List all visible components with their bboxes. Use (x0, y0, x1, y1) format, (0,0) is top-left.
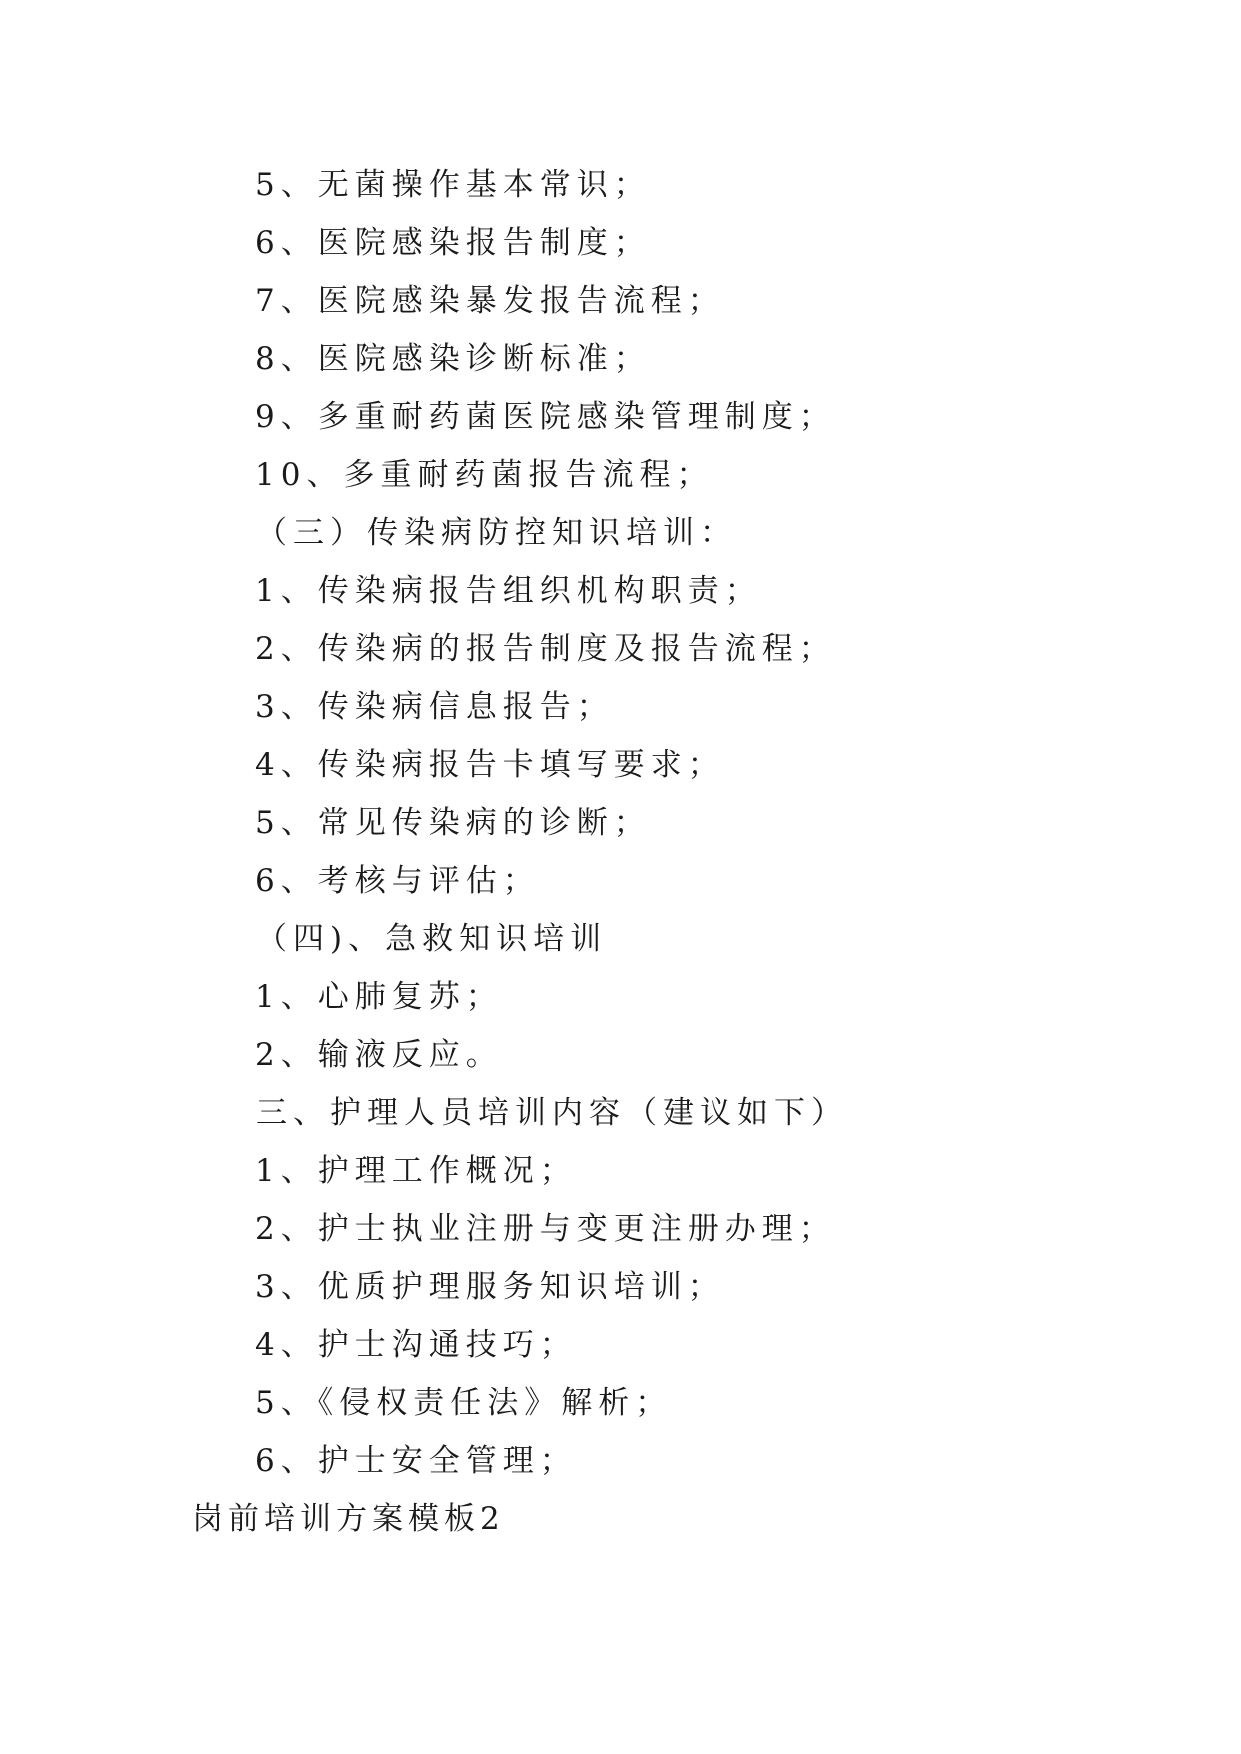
document-title: 岗前培训方案模板2 (192, 1501, 505, 1537)
section-heading: （四)、急救知识培训 (256, 921, 608, 957)
list-item: 3、优质护理服务知识培训； (255, 1269, 725, 1305)
list-item: 1、传染病报告组织机构职责； (255, 573, 762, 609)
list-item: 5、无菌操作基本常识； (255, 167, 651, 203)
list-item: 5、《侵权责任法》解析； (255, 1385, 673, 1421)
section-heading: （三）传染病防控知识培训： (256, 515, 737, 551)
list-item: 4、传染病报告卡填写要求； (255, 747, 725, 783)
list-item: 6、医院感染报告制度； (255, 225, 651, 261)
list-item: 6、考核与评估； (255, 863, 540, 899)
list-item: 2、传染病的报告制度及报告流程； (255, 631, 836, 667)
section-heading: 三、护理人员培训内容（建议如下） (256, 1095, 848, 1131)
list-item: 9、多重耐药菌医院感染管理制度； (255, 399, 836, 435)
list-item: 7、医院感染暴发报告流程； (255, 283, 725, 319)
list-item: 1、心肺复苏； (255, 979, 503, 1015)
list-item: 4、护士沟通技巧； (255, 1327, 577, 1363)
list-item: 2、护士执业注册与变更注册办理； (255, 1211, 836, 1247)
list-item: 6、护士安全管理； (255, 1443, 577, 1479)
list-item: 1、护理工作概况； (255, 1153, 577, 1189)
list-item: 5、常见传染病的诊断； (255, 805, 651, 841)
list-item: 10、多重耐药菌报告流程； (255, 457, 714, 493)
list-item: 2、输液反应。 (255, 1037, 503, 1073)
list-item: 8、医院感染诊断标准； (255, 341, 651, 377)
list-item: 3、传染病信息报告； (255, 689, 614, 725)
